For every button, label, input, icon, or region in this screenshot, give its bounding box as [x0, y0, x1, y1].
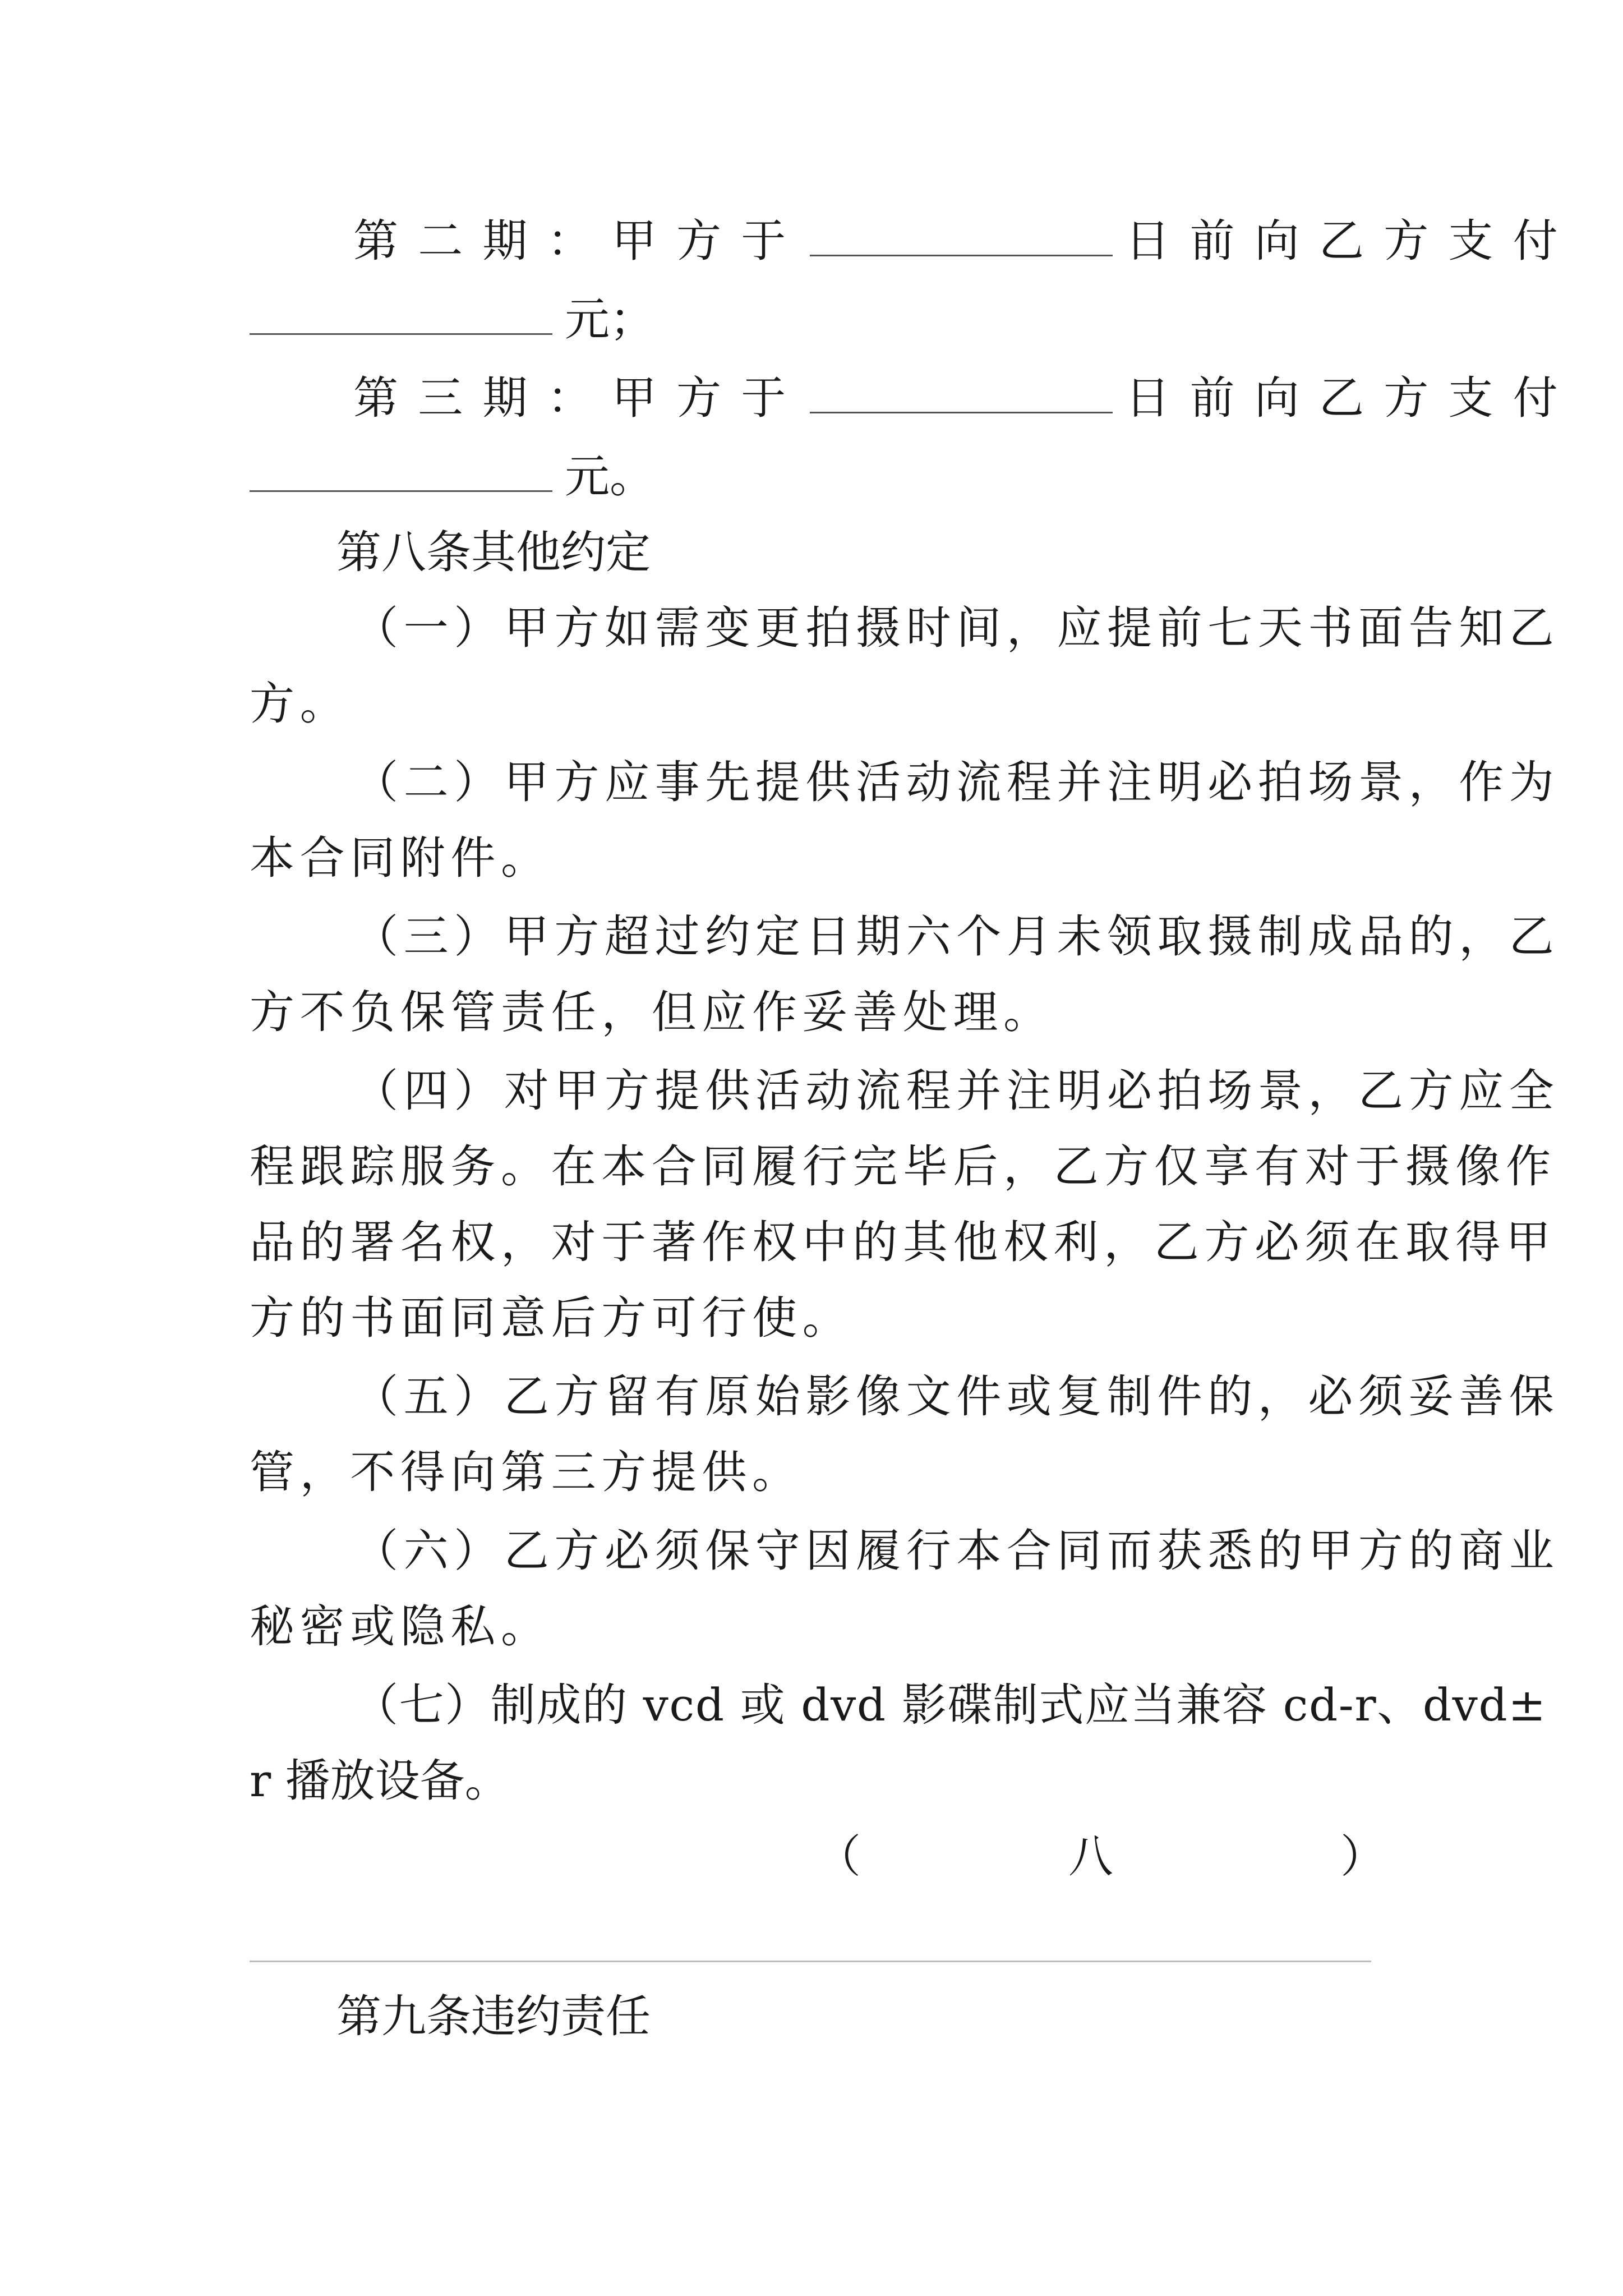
clause-4-line-1: （四）对甲方提供活动流程并注明必拍场景，乙方应全 [353, 1065, 1560, 1117]
clause-1-line-1: （一）甲方如需变更拍摄时间，应提前七天书面告知乙 [353, 602, 1560, 654]
period2-line [353, 210, 1578, 272]
period2-tail: 元； [565, 293, 654, 346]
clause-4-line-3: 品的署名权，对于著作权中的其他权利，乙方必须在取得甲 [250, 1216, 1556, 1268]
clause-3-line-2: 方不负保管责任，但应作妥善处理。 [250, 986, 1054, 1038]
period2-date-blank[interactable] [810, 215, 1113, 256]
period3-amount-blank[interactable] [250, 451, 552, 492]
clause-7-line-1: （七）制成的 vcd 或 dvd 影碟制式应当兼容 cd-r、dvd± [353, 1679, 1547, 1731]
clause-6-line-1: （六）乙方必须保守因履行本合同而获悉的甲方的商业 [353, 1525, 1560, 1577]
section-marker-close: ） [1340, 1830, 1385, 1883]
section-marker-open: （ [816, 1830, 861, 1883]
article8-heading: 第八条其他约定 [336, 526, 651, 578]
clause-5-line-2: 管，不得向第三方提供。 [250, 1446, 803, 1498]
article9-heading: 第九条违约责任 [336, 1990, 651, 2042]
period2-amount-blank[interactable] [250, 294, 552, 335]
clause-1-line-2: 方。 [250, 678, 351, 730]
period3-mid: 日前向乙方支付 [1125, 372, 1578, 424]
clause-2-line-1: （二）甲方应事先提供活动流程并注明必拍场景，作为 [353, 756, 1560, 808]
period3-date-blank[interactable] [810, 372, 1113, 413]
period3-tail: 元。 [565, 450, 654, 503]
clause-7-line-2: r 播放设备。 [250, 1755, 510, 1807]
clause-3-line-1: （三）甲方超过约定日期六个月未领取摄制成品的，乙 [353, 910, 1560, 963]
section-marker-text: 八 [1068, 1830, 1113, 1883]
period2-mid: 日前向乙方支付 [1125, 215, 1578, 267]
period2-amount-line [250, 289, 654, 351]
clause-4-line-4: 方的书面同意后方可行使。 [250, 1292, 853, 1344]
period3-line [353, 367, 1578, 429]
clause-2-line-2: 本合同附件。 [250, 832, 551, 884]
period3-label: 第三期：甲方于 [353, 372, 806, 424]
page-divider [250, 1961, 1371, 1962]
period2-label: 第二期：甲方于 [353, 215, 806, 267]
clause-5-line-1: （五）乙方留有原始影像文件或复制件的，必须妥善保 [353, 1370, 1560, 1423]
period3-amount-line [250, 446, 654, 508]
clause-4-line-2: 程跟踪服务。在本合同履行完毕后，乙方仅享有对于摄像作 [250, 1140, 1556, 1193]
clause-6-line-2: 秘密或隐私。 [250, 1600, 551, 1653]
